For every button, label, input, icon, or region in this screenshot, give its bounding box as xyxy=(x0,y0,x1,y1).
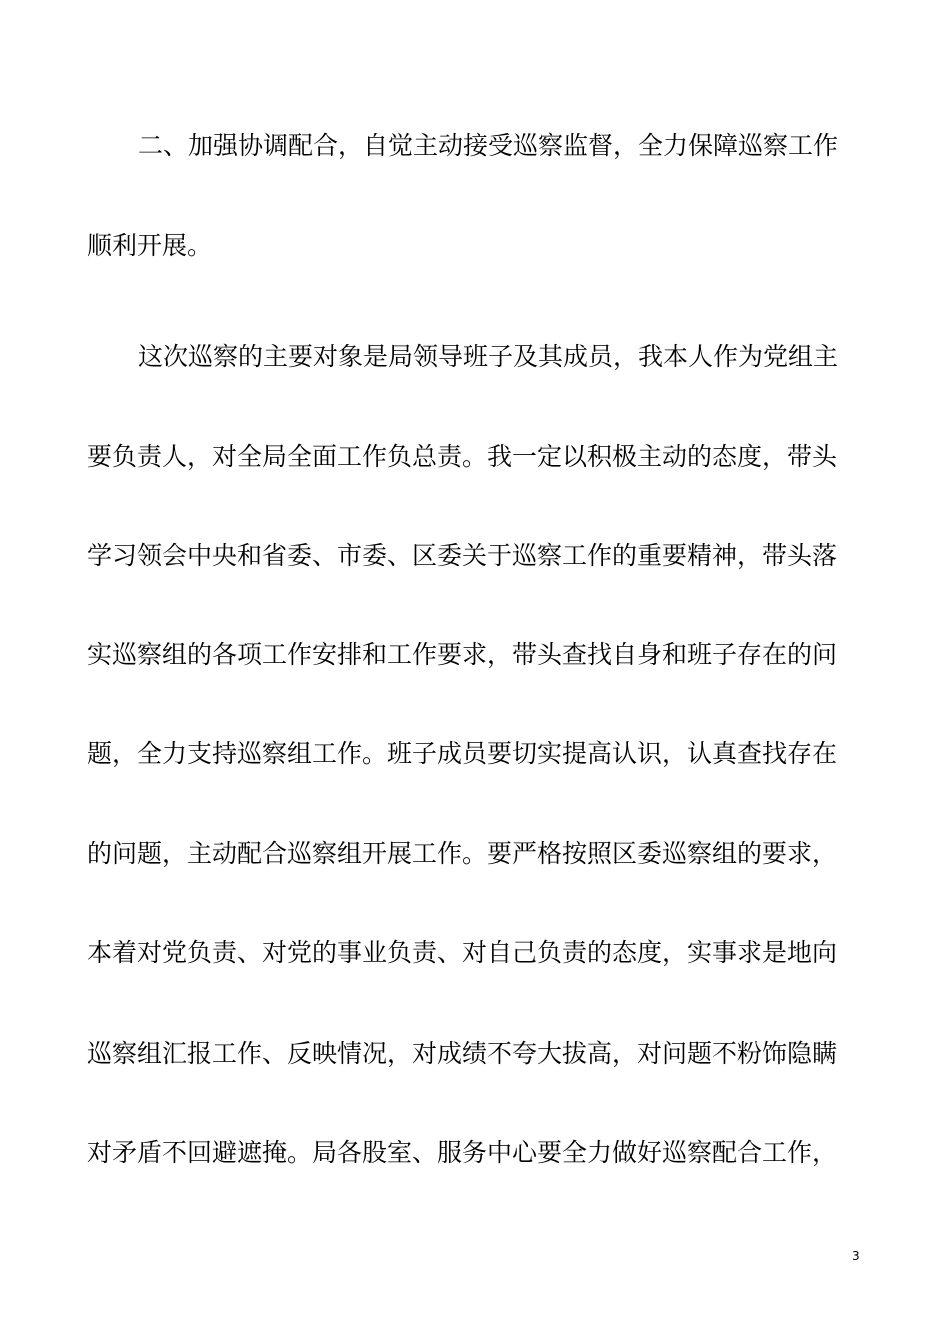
body-line-6: 的问题，主动配合巡察组开展工作。要严格按照区委巡察组的要求， xyxy=(87,839,838,868)
body-line-3: 学习领会中央和省委、市委、区委关于巡察工作的重要精神，带头落 xyxy=(87,541,838,570)
body-line-8: 巡察组汇报工作、反映情况，对成绩不夸大拔高，对问题不粉饰隐瞒 xyxy=(87,1039,838,1068)
heading-line-1: 二、加强协调配合，自觉主动接受巡察监督，全力保障巡察工作 xyxy=(138,131,839,160)
page-number: 3 xyxy=(852,1249,860,1263)
body-line-1: 这次巡察的主要对象是局领导班子及其成员，我本人作为党组主 xyxy=(138,342,839,371)
body-line-2: 要负责人，对全局全面工作负总责。我一定以积极主动的态度，带头 xyxy=(87,442,838,471)
heading-line-2: 顺利开展。 xyxy=(87,231,213,260)
body-line-7: 本着对党负责、对党的事业负责、对自己负责的态度，实事求是地向 xyxy=(87,938,838,967)
body-line-4: 实巡察组的各项工作安排和工作要求，带头查找自身和班子存在的问 xyxy=(87,640,838,669)
body-line-5: 题，全力支持巡察组工作。班子成员要切实提高认识，认真查找存在 xyxy=(87,739,838,768)
body-line-9: 对矛盾不回避遮掩。局各股室、服务中心要全力做好巡察配合工作， xyxy=(87,1138,838,1167)
